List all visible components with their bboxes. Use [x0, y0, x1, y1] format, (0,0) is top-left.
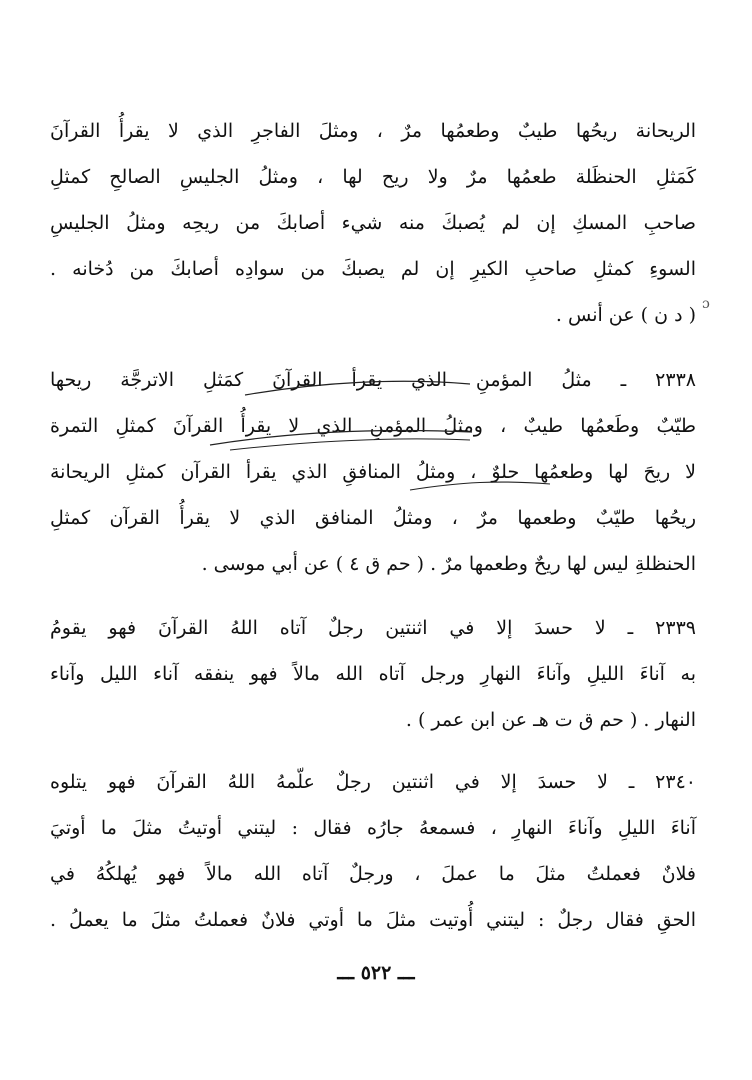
page-number: ـــ ٥٢٢ ـــ — [337, 962, 415, 984]
paragraph-hadith-continuation — [50, 108, 696, 338]
text-line: السوءِ كمثلِ صاحبِ الكيرِ إن لم يصبكَ من سوادِه أصابكَ من دُخانه . — [50, 258, 696, 280]
text-line: آناءَ الليلِ وآناءَ النهارِ ، فسمعهُ جارُه فقال : ليتني أوتيتُ مثلَ ما أوتيَ — [50, 817, 696, 839]
text-line: ريحُها طيّبٌ وطعمها مرٌ ، ومثلُ المنافق الذي لا يقرأُ القرآن كمثلِ — [50, 507, 696, 529]
text-line: صاحبِ المسكِ إن لم يُصبكَ منه شيء أصابكَ من ريحِه ومثلُ الجليسِ — [50, 212, 696, 234]
text-line: ٢٣٣٩ ـ لا حسدَ إلا في اثنتين رجلٌ آتاه اللهُ القرآنَ فهو يقومُ — [50, 617, 696, 639]
text-line: طيّبٌ وطَعمُها طيبٌ ، ومثلُ المؤمنِ الذي لا يقرأُ القرآنَ كمثلِ التمرة — [50, 415, 696, 437]
text-line: كَمَثلِ الحنظَلة طعمُها مرٌ ولا ريح لها ، ومثلُ الجليسِ الصالحِ كمثلِ — [50, 166, 696, 188]
text-line: لا ريحَ لها وطعمُها حلوٌ ، ومثلُ المنافقِ الذي يقرأ القرآن كمثلِ الريحانة — [50, 461, 696, 483]
text-line: الريحانة ريحُها طيبٌ وطعمُها مرٌ ، ومثلَ الفاجرِ الذي لا يقرأُ القرآنَ — [50, 120, 696, 142]
text-line: فلانٌ فعملتُ مثلَ ما عملَ ، ورجلٌ آتاه الله مالاً فهو يُهلكُهُ في — [50, 863, 696, 885]
text-line: الحنظلةِ ليس لها ريحٌ وطعمها مرٌ . ( حم ق ٤ ) عن أبي موسى . — [201, 553, 696, 575]
text-line: الحقِ فقال رجلٌ : ليتني أُوتيت مثلَ ما أوتي فلانٌ فعملتُ مثلَ ما يعملُ . — [50, 909, 696, 931]
paragraph-hadith-2339 — [50, 605, 696, 743]
text-line: به آناءَ الليلِ وآناءَ النهارِ ورجل آتاه الله مالاً فهو ينفقه آناء الليل وآناء — [50, 663, 696, 685]
paragraph-hadith-2338 — [50, 357, 696, 587]
text-line: النهار . ( حم ق ت هـ عن ابن عمر ) . — [405, 709, 696, 731]
margin-mark: ɔ — [702, 296, 710, 312]
text-line: ٢٣٣٨ ـ مثلُ المؤمنِ الذي يقرأ القرآنَ كمَثلِ الاترجَّة ريحها — [50, 369, 696, 391]
text-line: ٢٣٤٠ ـ لا حسدَ إلا في اثنتين رجلٌ علّمهُ اللهُ القرآنَ فهو يتلوه — [50, 771, 696, 793]
text-line: ( د ن ) عن أنس . — [555, 304, 696, 326]
paragraph-hadith-2340 — [50, 759, 696, 943]
